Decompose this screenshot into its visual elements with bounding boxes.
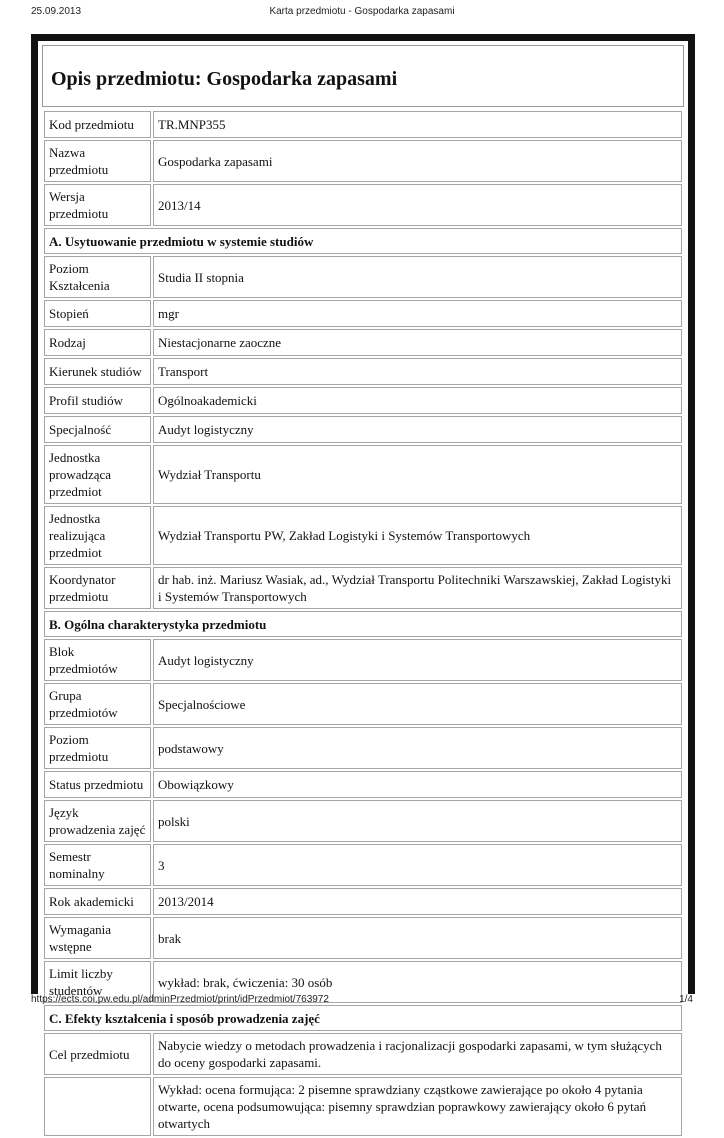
table-row: [44, 300, 682, 327]
row-value: Audyt logistyczny: [153, 639, 682, 681]
row-value: Wydział Transportu: [153, 445, 682, 504]
row-value: brak: [153, 917, 682, 959]
row-value: 3: [153, 844, 682, 886]
table-row: [44, 1077, 682, 1136]
section-c-heading: C. Efekty kształcenia i sposób prowadzenia zajęć: [44, 1005, 682, 1031]
print-title: Karta przedmiotu - Gospodarka zapasami: [269, 6, 455, 17]
row-label: Kod przedmiotu: [44, 111, 151, 138]
row-label: Grupa przedmiotów: [44, 683, 151, 725]
row-label: Cel przedmiotu: [44, 1033, 151, 1075]
row-value: Niestacjonarne zaoczne: [153, 329, 682, 356]
table-row: [44, 683, 682, 725]
row-value: 2013/2014: [153, 888, 682, 915]
table-row: [44, 445, 682, 504]
row-label: Profil studiów: [44, 387, 151, 414]
row-label: Wymagania wstępne: [44, 917, 151, 959]
row-label: Język prowadzenia zajęć: [44, 800, 151, 842]
row-value: Transport: [153, 358, 682, 385]
table-row: [44, 1033, 682, 1075]
row-label: Koordynator przedmiotu: [44, 567, 151, 609]
table-row: [44, 771, 682, 798]
page-number: 1/4: [679, 994, 693, 1005]
row-value: 2013/14: [153, 184, 682, 226]
row-label: Jednostka realizująca przedmiot: [44, 506, 151, 565]
row-value: Obowiązkowy: [153, 771, 682, 798]
section-heading-row: [44, 228, 682, 254]
print-header: [0, 4, 724, 20]
row-label: Wersja przedmiotu: [44, 184, 151, 226]
course-table: [42, 109, 684, 1138]
row-value: Ogólnoakademicki: [153, 387, 682, 414]
row-value: podstawowy: [153, 727, 682, 769]
row-value: Wykład: ocena formująca: 2 pisemne sprawdziany cząstkowe zawierające po około 4 pytania otwarte, ocena podsumowująca: pisemny sprawdzian poprawkowy zawierający około 6 pytań otwartych: [153, 1077, 682, 1136]
section-heading-row: [44, 611, 682, 637]
row-label: Poziom Kształcenia: [44, 256, 151, 298]
table-row: [44, 727, 682, 769]
row-value: Wydział Transportu PW, Zakład Logistyki i Systemów Transportowych: [153, 506, 682, 565]
row-label: Limit liczby studentów: [44, 961, 151, 1003]
table-row: [44, 140, 682, 182]
table-row: [44, 888, 682, 915]
row-value: Specjalnościowe: [153, 683, 682, 725]
table-row: [44, 416, 682, 443]
row-label: Stopień: [44, 300, 151, 327]
row-value: Audyt logistyczny: [153, 416, 682, 443]
table-row: [44, 844, 682, 886]
row-value: Gospodarka zapasami: [153, 140, 682, 182]
row-label: Status przedmiotu: [44, 771, 151, 798]
row-label: Specjalność: [44, 416, 151, 443]
section-b-heading: B. Ogólna charakterystyka przedmiotu: [44, 611, 682, 637]
row-label: Semestr nominalny: [44, 844, 151, 886]
row-label: Kierunek studiów: [44, 358, 151, 385]
row-value: polski: [153, 800, 682, 842]
table-row: [44, 567, 682, 609]
page-title: Opis przedmiotu: Gospodarka zapasami: [42, 45, 684, 107]
row-label: Jednostka prowadząca przedmiot: [44, 445, 151, 504]
row-value: Studia II stopnia: [153, 256, 682, 298]
table-row: [44, 387, 682, 414]
section-a-heading: A. Usytuowanie przedmiotu w systemie studiów: [44, 228, 682, 254]
row-label: Nazwa przedmiotu: [44, 140, 151, 182]
table-row: [44, 111, 682, 138]
row-value: Nabycie wiedzy o metodach prowadzenia i racjonalizacji gospodarki zapasami, w tym służących do oceny gospodarki zapasami.: [153, 1033, 682, 1075]
row-label: [44, 1077, 151, 1136]
row-value: wykład: brak, ćwiczenia: 30 osób: [153, 961, 682, 1003]
table-row: [44, 329, 682, 356]
table-row: [44, 800, 682, 842]
table-row: [44, 506, 682, 565]
print-url: https://ects.coi.pw.edu.pl/adminPrzedmiot/print/idPrzedmiot/763972: [31, 994, 329, 1005]
row-label: Blok przedmiotów: [44, 639, 151, 681]
table-row: [44, 184, 682, 226]
print-date: 25.09.2013: [31, 6, 82, 17]
row-label: Rodzaj: [44, 329, 151, 356]
row-value: dr hab. inż. Mariusz Wasiak, ad., Wydział Transportu Politechniki Warszawskiej, Zakład Logistyki i Systemów Transportowych: [153, 567, 682, 609]
print-footer: [0, 994, 724, 1010]
table-row: [44, 639, 682, 681]
table-row: [44, 256, 682, 298]
row-label: Poziom przedmiotu: [44, 727, 151, 769]
table-row: [44, 358, 682, 385]
row-value: mgr: [153, 300, 682, 327]
row-value: TR.MNP355: [153, 111, 682, 138]
row-label: Rok akademicki: [44, 888, 151, 915]
table-row: [44, 917, 682, 959]
